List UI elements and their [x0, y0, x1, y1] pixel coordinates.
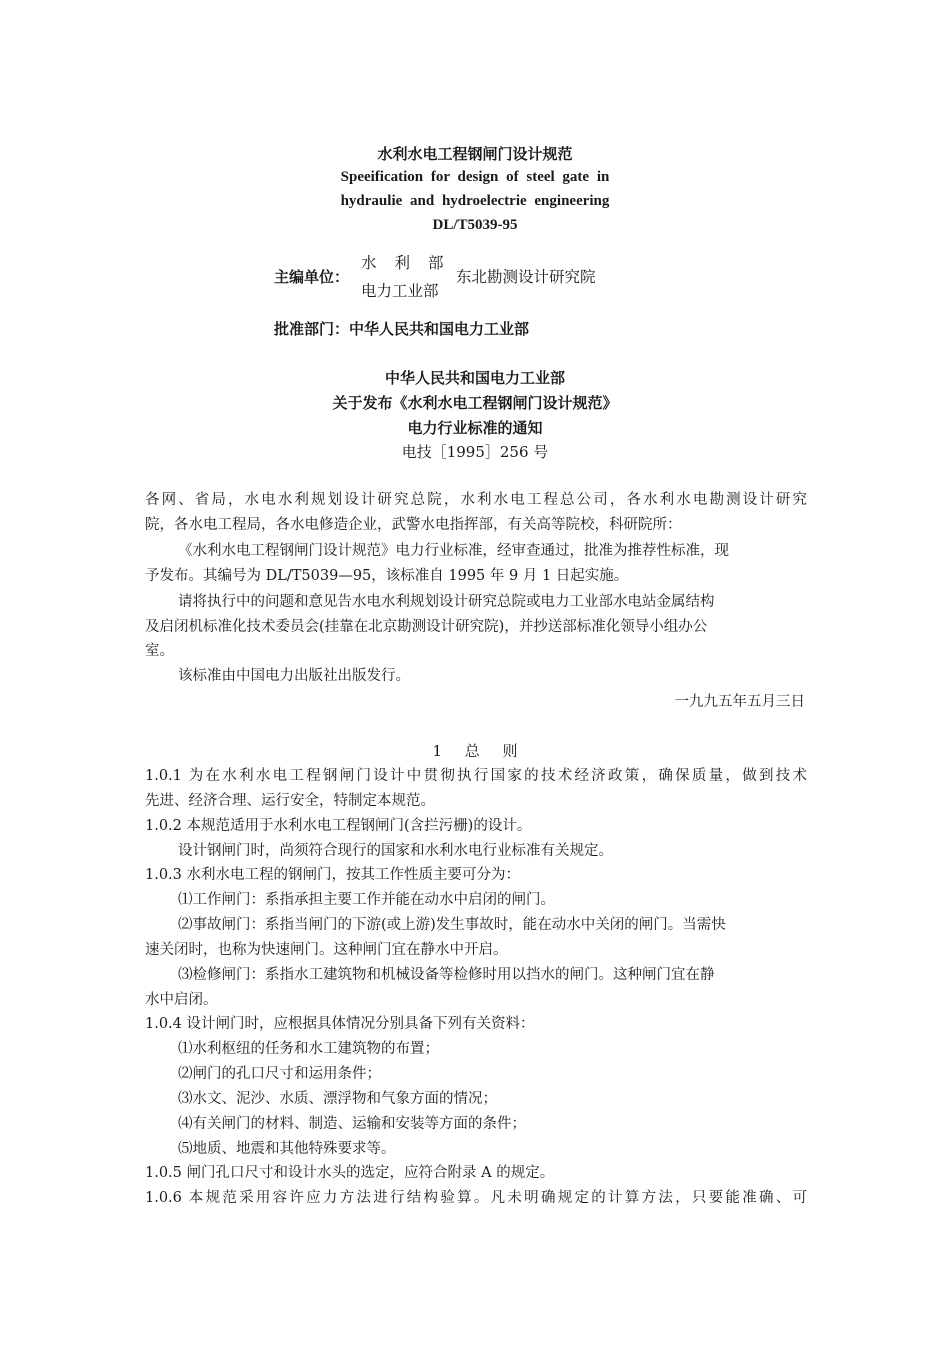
editors-label: 主编单位：: [274, 268, 350, 286]
chapter-title: 1 总 则: [432, 742, 518, 760]
standard-code: DL/T5039-95: [432, 217, 518, 233]
s106-line1: 1.0.6 本规范采用容许应力方法进行结构验算。凡未明确规定的计算方法，只要能准确、可: [145, 1190, 807, 1206]
p2-line2: 予发布。其编号为 DL/T5039—95，该标准自 1995 年 9 月 1 日起实施。: [145, 568, 629, 584]
s104-item3: ⑶水文、泥沙、水质、漂浮物和气象方面的情况；: [178, 1091, 497, 1107]
p2-line1: 《水利水电工程钢闸门设计规范》电力行业标准，经审查通过，批准为推荐性标准，现: [178, 543, 729, 559]
s103-item2-line1: ⑵事故闸门：系指当闸门的下游(或上游)发生事故时，能在动水中关闭的闸门。当需快: [178, 917, 726, 933]
title-en-line2: hydraulie and hydroelectrie engineering: [340, 193, 610, 209]
title-en-line1: Speeification for design of steel gate in: [340, 169, 610, 185]
editor-org-power: 电力工业部: [361, 282, 439, 300]
s103-item3-line2: 水中启闭。: [145, 992, 218, 1008]
s104: 1.0.4 设计闸门时，应根据具体情况分别具备下列有关资料：: [145, 1016, 535, 1032]
s102-note: 设计钢闸门时，尚须符合现行的国家和水利水电行业标准有关规定。: [178, 843, 613, 859]
s101-line2: 先进、经济合理、运行安全，特制定本规范。: [145, 793, 435, 809]
s104-item1: ⑴水利枢纽的任务和水工建筑物的布置；: [178, 1041, 439, 1057]
issue-date: 一九九五年五月三日: [674, 694, 805, 710]
s103-item1: ⑴工作闸门：系指承担主要工作并能在动水中启闭的闸门。: [178, 892, 555, 908]
title-cn: 水利水电工程钢闸门设计规范: [377, 145, 573, 163]
notice-line1: 中华人民共和国电力工业部: [384, 369, 565, 387]
s103-item3-line1: ⑶检修闸门：系指水工建筑物和机械设备等检修时用以挡水的闸门。这种闸门宜在静: [178, 967, 715, 983]
p3-line1: 请将执行中的问题和意见告水电水利规划设计研究总院或电力工业部水电站金属结构: [178, 594, 715, 610]
notice-number: 电技［1995］256 号: [401, 443, 549, 461]
editor-org-institute: 东北勘测设计研究院: [456, 268, 596, 286]
p3-line3: 室。: [145, 643, 174, 659]
notice-line3: 电力行业标准的通知: [407, 419, 543, 437]
editor-org-water: 水利部: [361, 254, 462, 272]
s102: 1.0.2 本规范适用于水利水电工程钢闸门(含拦污栅)的设计。: [145, 818, 532, 834]
s103-item2-line2: 速关闭时，也称为快速闸门。这种闸门宜在静水中开启。: [145, 942, 508, 958]
s104-item5: ⑸地质、地震和其他特殊要求等。: [178, 1141, 396, 1157]
s104-item4: ⑷有关闸门的材料、制造、运输和安装等方面的条件；: [178, 1116, 526, 1132]
s105: 1.0.5 闸门孔口尺寸和设计水头的选定，应符合附录 A 的规定。: [145, 1165, 555, 1181]
s101-line1: 1.0.1 为在水利水电工程钢闸门设计中贯彻执行国家的技术经济政策，确保质量，做到技术: [145, 768, 807, 784]
approver: 批准部门：中华人民共和国电力工业部: [274, 320, 530, 338]
notice-line2: 关于发布《水利水电工程钢闸门设计规范》: [332, 394, 618, 412]
s104-item2: ⑵闸门的孔口尺寸和运用条件；: [178, 1066, 381, 1082]
p1-line2: 院，各水电工程局，各水电修造企业，武警水电指挥部，有关高等院校，科研院所：: [145, 517, 682, 533]
s103: 1.0.3 水利水电工程的钢闸门，按其工作性质主要可分为：: [145, 867, 521, 883]
p1-line1: 各网、省局，水电水利规划设计研究总院，水利水电工程总公司，各水利水电勘测设计研究: [145, 492, 807, 508]
p4: 该标准由中国电力出版社出版发行。: [178, 668, 410, 684]
p3-line2: 及启闭机标准化技术委员会(挂靠在北京勘测设计研究院)，并抄送部标准化领导小组办公: [145, 619, 708, 635]
